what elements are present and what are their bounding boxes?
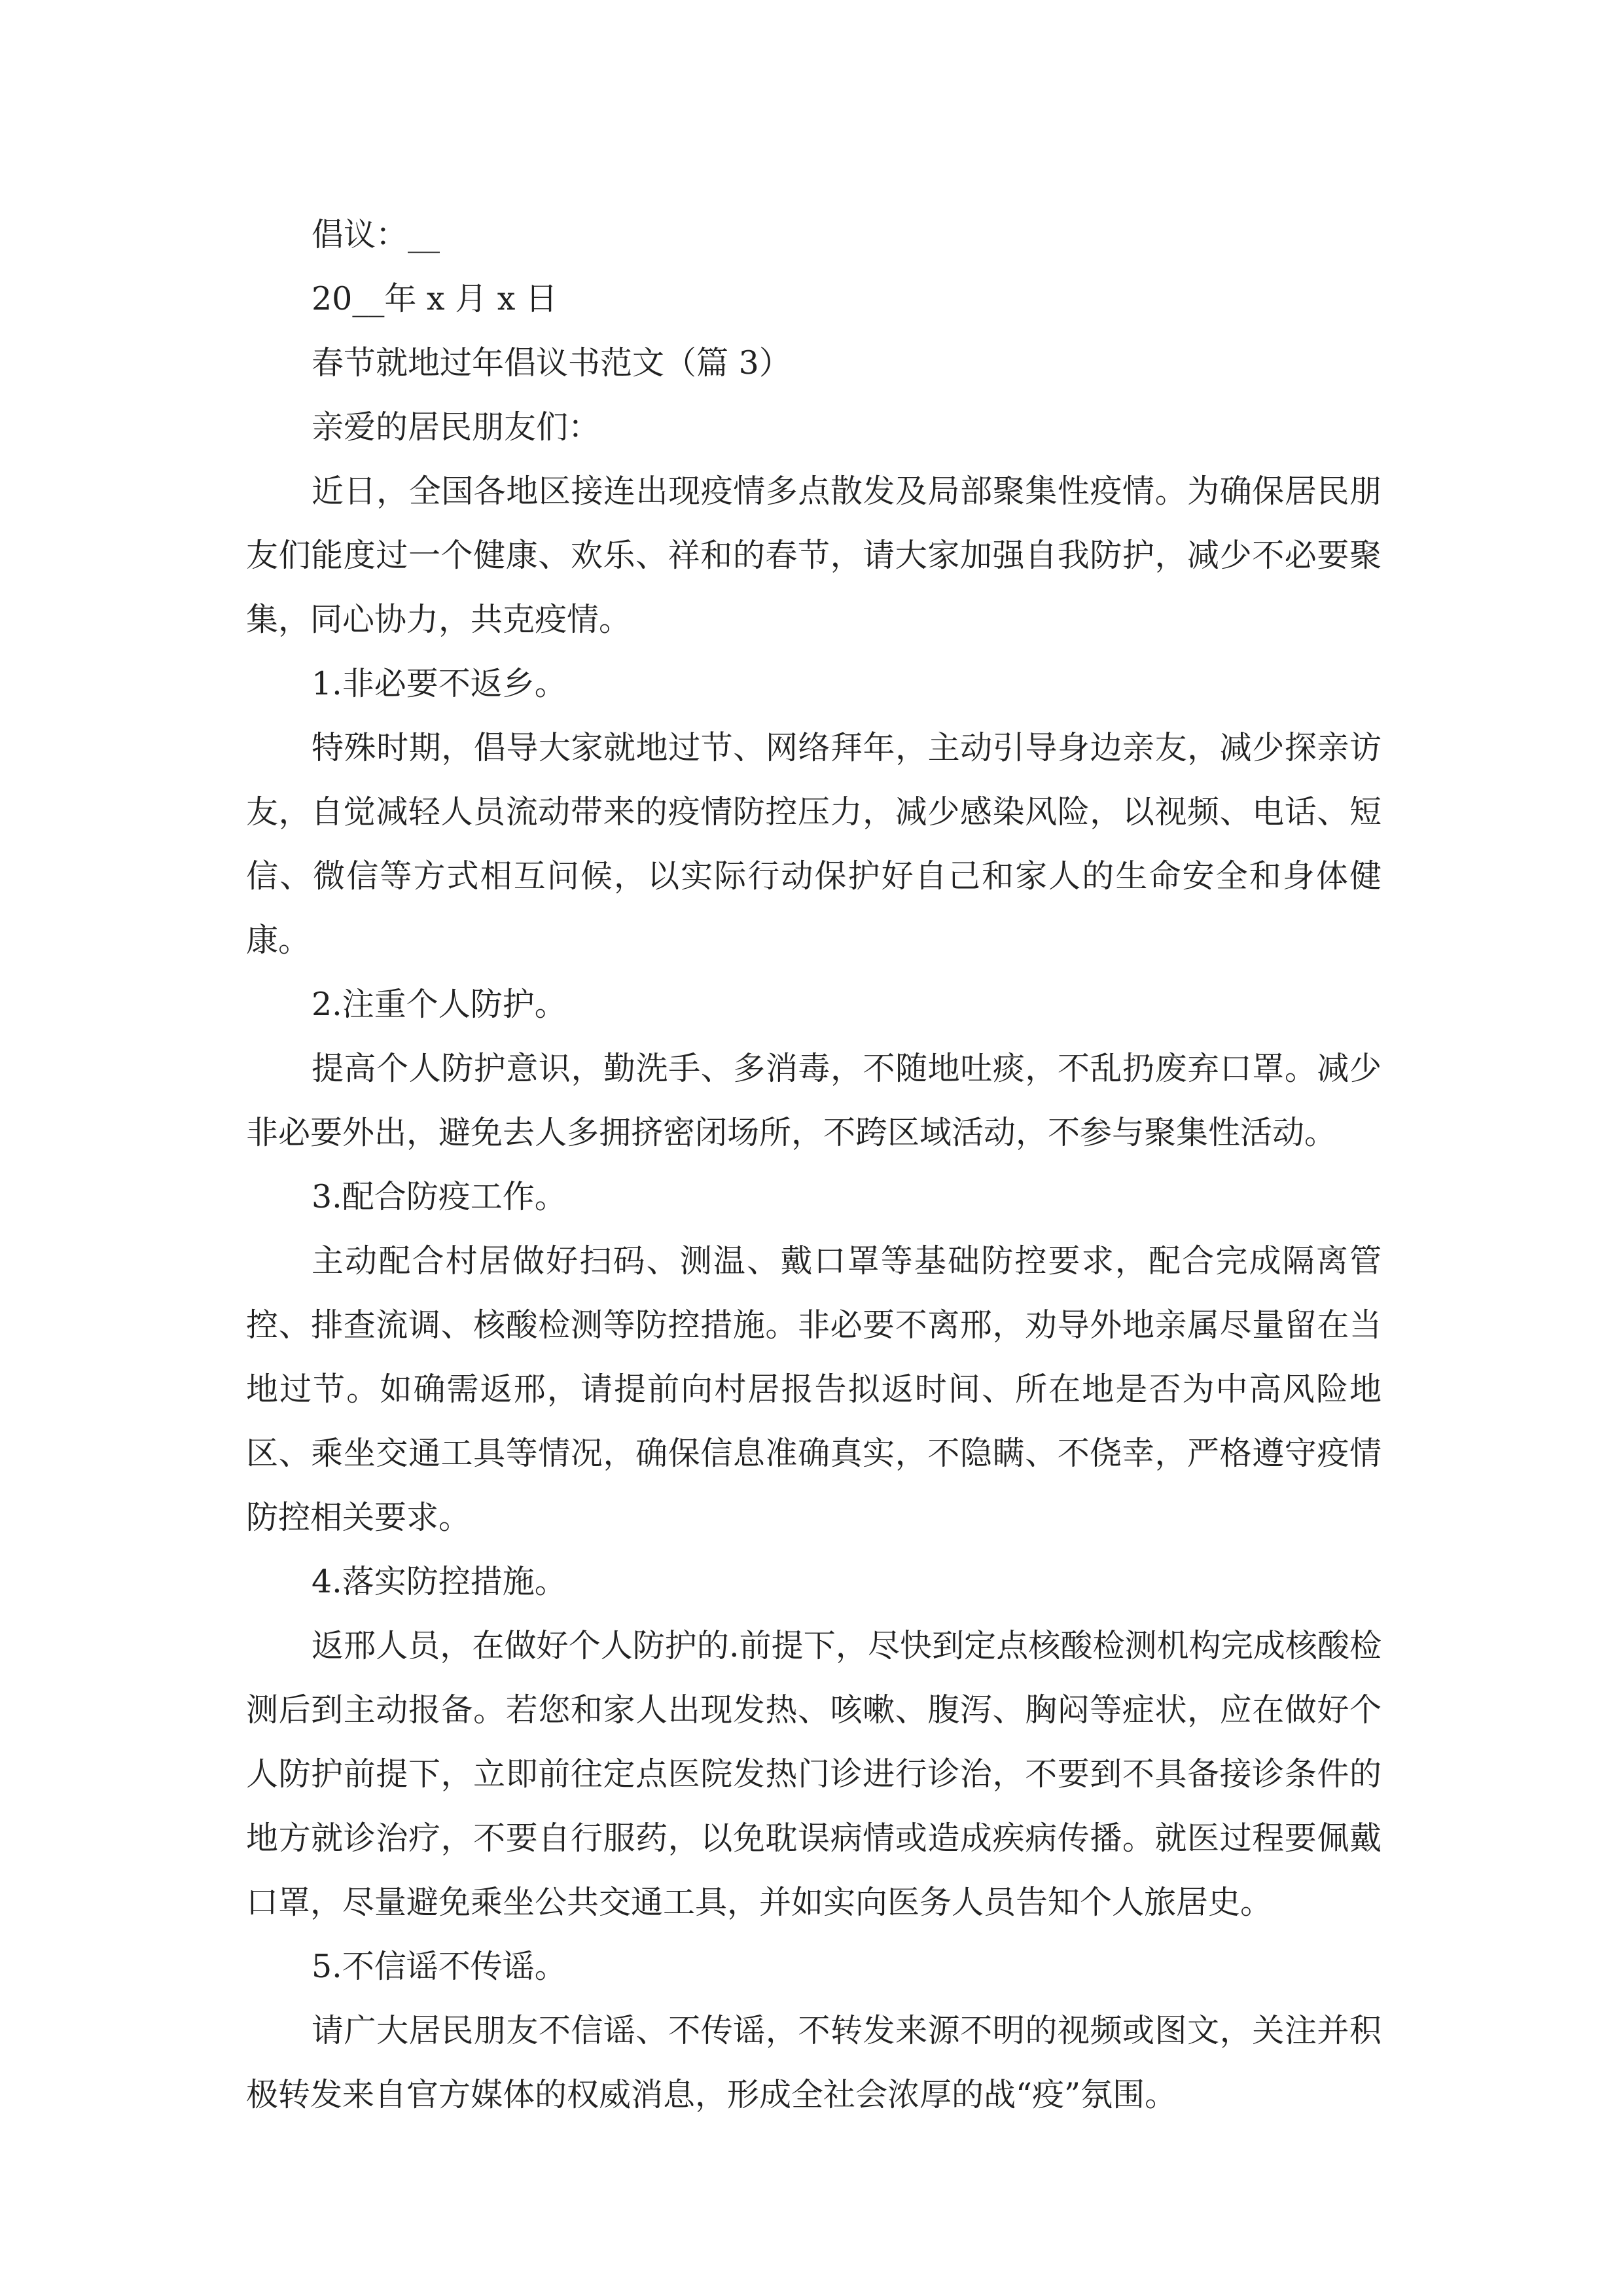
section-heading-5: 5.不信谣不传谣。 [312,1948,567,1985]
document-body [246,203,1382,2127]
section-body-5: 请广大居民朋友不信谣、不传谣，不转发来源不明的视频或图文，关注并积极转发来自官方媒体的权威消息，形成全社会浓厚的战“疫”氛围。 [246,2012,1382,2113]
section-heading-2: 2.注重个人防护。 [312,986,567,1023]
section-body-2: 提高个人防护意识，勤洗手、多消毒，不随地吐痰，不乱扔废弃口罩。减少非必要外出，避免去人多拥挤密闭场所，不跨区域活动，不参与聚集性活动。 [246,1050,1382,1151]
salutation: 亲爱的居民朋友们： [312,408,601,446]
section-heading-1: 1.非必要不返乡。 [312,665,567,702]
section-body-1: 特殊时期，倡导大家就地过节、网络拜年，主动引导身边亲友，减少探亲访友，自觉减轻人员流动带来的疫情防控压力，减少感染风险，以视频、电话、短信、微信等方式相互问候，以实际行动保护好自己和家人的生命安全和身体健康。 [246,729,1382,959]
section-heading-3: 3.配合防疫工作。 [312,1178,567,1215]
section-body-3: 主动配合村居做好扫码、测温、戴口罩等基础防控要求，配合完成隔离管控、排查流调、核酸检测等防控措施。非必要不离邢，劝导外地亲属尽量留在当地过节。如确需返邢，请提前向村居报告拟返时间、所在地是否为中高风险地区、乘坐交通工具等情况，确保信息准确真实，不隐瞒、不侥幸，严格遵守疫情防控相关要求。 [246,1242,1382,1536]
date-line: 20__年 x 月 x 日 [312,280,558,317]
section-body-4: 返邢人员，在做好个人防护的.前提下，尽快到定点核酸检测机构完成核酸检测后到主动报备。若您和家人出现发热、咳嗽、腹泻、胸闷等症状，应在做好个人防护前提下，立即前往定点医院发热门诊进行诊治，不要到不具备接诊条件的地方就诊治疗，不要自行服药，以免耽误病情或造成疾病传播。就医过程要佩戴口罩，尽量避免乘坐公共交通工具，并如实向医务人员告知个人旅居史。 [246,1627,1382,1921]
intro-paragraph: 近日，全国各地区接连出现疫情多点散发及局部聚集性疫情。为确保居民朋友们能度过一个健康、欢乐、祥和的春节，请大家加强自我防护，减少不必要聚集，同心协力，共克疫情。 [246,473,1382,638]
signature-line: 倡议：__ [312,216,440,253]
section-heading-4: 4.落实防控措施。 [312,1563,567,1600]
article-title: 春节就地过年倡议书范文（篇 3） [312,344,791,382]
